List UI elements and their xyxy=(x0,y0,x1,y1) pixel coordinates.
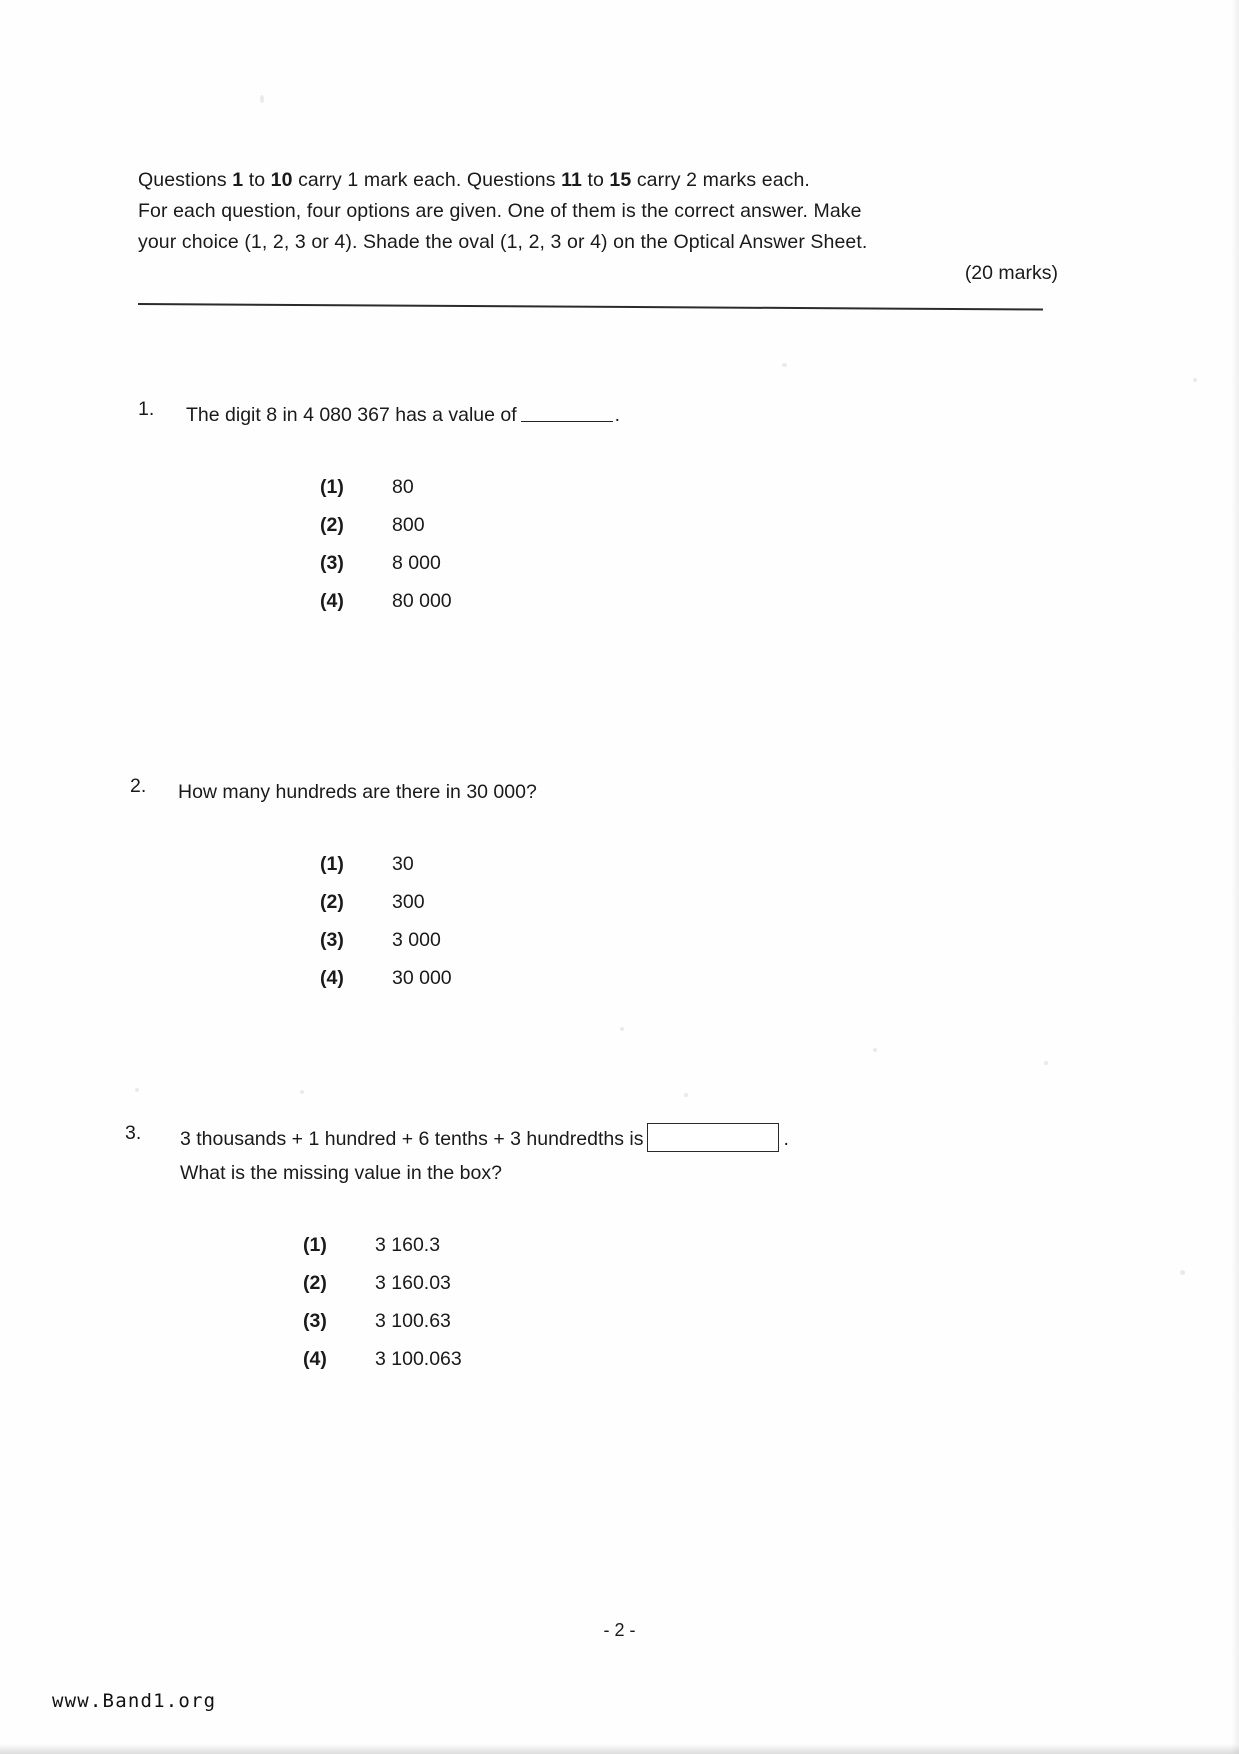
scan-artifact xyxy=(1193,378,1197,382)
instructions-line1: Questions 1 to 10 carry 1 mark each. Questions 11 to 15 carry 2 marks each. xyxy=(138,169,810,191)
question-stem: The digit 8 in 4 080 367 has a value of . xyxy=(186,404,621,426)
option-label: (2) xyxy=(320,514,344,536)
instructions-line2: For each question, four options are given. One of them is the correct answer. Make xyxy=(138,200,862,222)
option-value: 8 000 xyxy=(392,552,441,574)
option-value: 3 160.3 xyxy=(375,1234,441,1256)
option-label: (3) xyxy=(320,552,344,574)
question-stem: 3 thousands + 1 hundred + 6 tenths + 3 hundredths is . What is the missing value in the box? xyxy=(180,1122,1060,1190)
option-label: (3) xyxy=(320,929,344,951)
option-value: 30 xyxy=(392,853,414,875)
instructions-line3: your choice (1, 2, 3 or 4). Shade the oval (1, 2, 3 or 4) on the Optical Answer Sheet. xyxy=(138,231,868,253)
option-label: (3) xyxy=(303,1310,327,1332)
option-label: (1) xyxy=(303,1234,327,1256)
footer-url: www.Band1.org xyxy=(52,1690,217,1712)
instructions-paragraph xyxy=(138,165,1058,258)
option-value: 3 100.63 xyxy=(375,1310,451,1332)
missing-value-box[interactable] xyxy=(647,1123,779,1152)
scan-artifact xyxy=(300,1090,304,1094)
option-value: 30 000 xyxy=(392,967,452,989)
scan-artifact xyxy=(782,363,787,367)
option-value: 80 xyxy=(392,476,414,498)
scan-artifact xyxy=(684,1093,688,1097)
option-label: (4) xyxy=(303,1348,327,1370)
scan-edge-shadow-right xyxy=(1231,0,1239,1754)
question-number: 1. xyxy=(138,398,155,420)
scan-edge-shadow-bottom xyxy=(0,1744,1239,1754)
scan-artifact xyxy=(135,1088,139,1092)
option-label: (1) xyxy=(320,853,344,875)
option-value: 300 xyxy=(392,891,425,913)
question-stem-line2: What is the missing value in the box? xyxy=(180,1162,502,1184)
scan-artifact xyxy=(1044,1061,1048,1065)
option-value: 800 xyxy=(392,514,425,536)
question-stem: How many hundreds are there in 30 000? xyxy=(178,781,537,803)
total-marks: (20 marks) xyxy=(964,262,1058,284)
option-label: (4) xyxy=(320,590,344,612)
page-number: - 2 - xyxy=(603,1620,636,1640)
scan-artifact xyxy=(1180,1270,1185,1275)
question-number: 2. xyxy=(130,775,147,797)
option-value: 3 160.03 xyxy=(375,1272,451,1294)
question-number: 3. xyxy=(125,1122,142,1144)
scan-artifact xyxy=(873,1048,877,1052)
option-label: (2) xyxy=(320,891,344,913)
option-value: 80 000 xyxy=(392,590,452,612)
option-label: (4) xyxy=(320,967,344,989)
horizontal-divider xyxy=(138,303,1043,311)
option-value: 3 100.063 xyxy=(375,1348,462,1370)
option-value: 3 000 xyxy=(392,929,441,951)
option-label: (2) xyxy=(303,1272,327,1294)
option-label: (1) xyxy=(320,476,344,498)
scan-artifact xyxy=(260,95,264,103)
scan-artifact xyxy=(620,1027,624,1031)
answer-blank xyxy=(521,406,613,422)
